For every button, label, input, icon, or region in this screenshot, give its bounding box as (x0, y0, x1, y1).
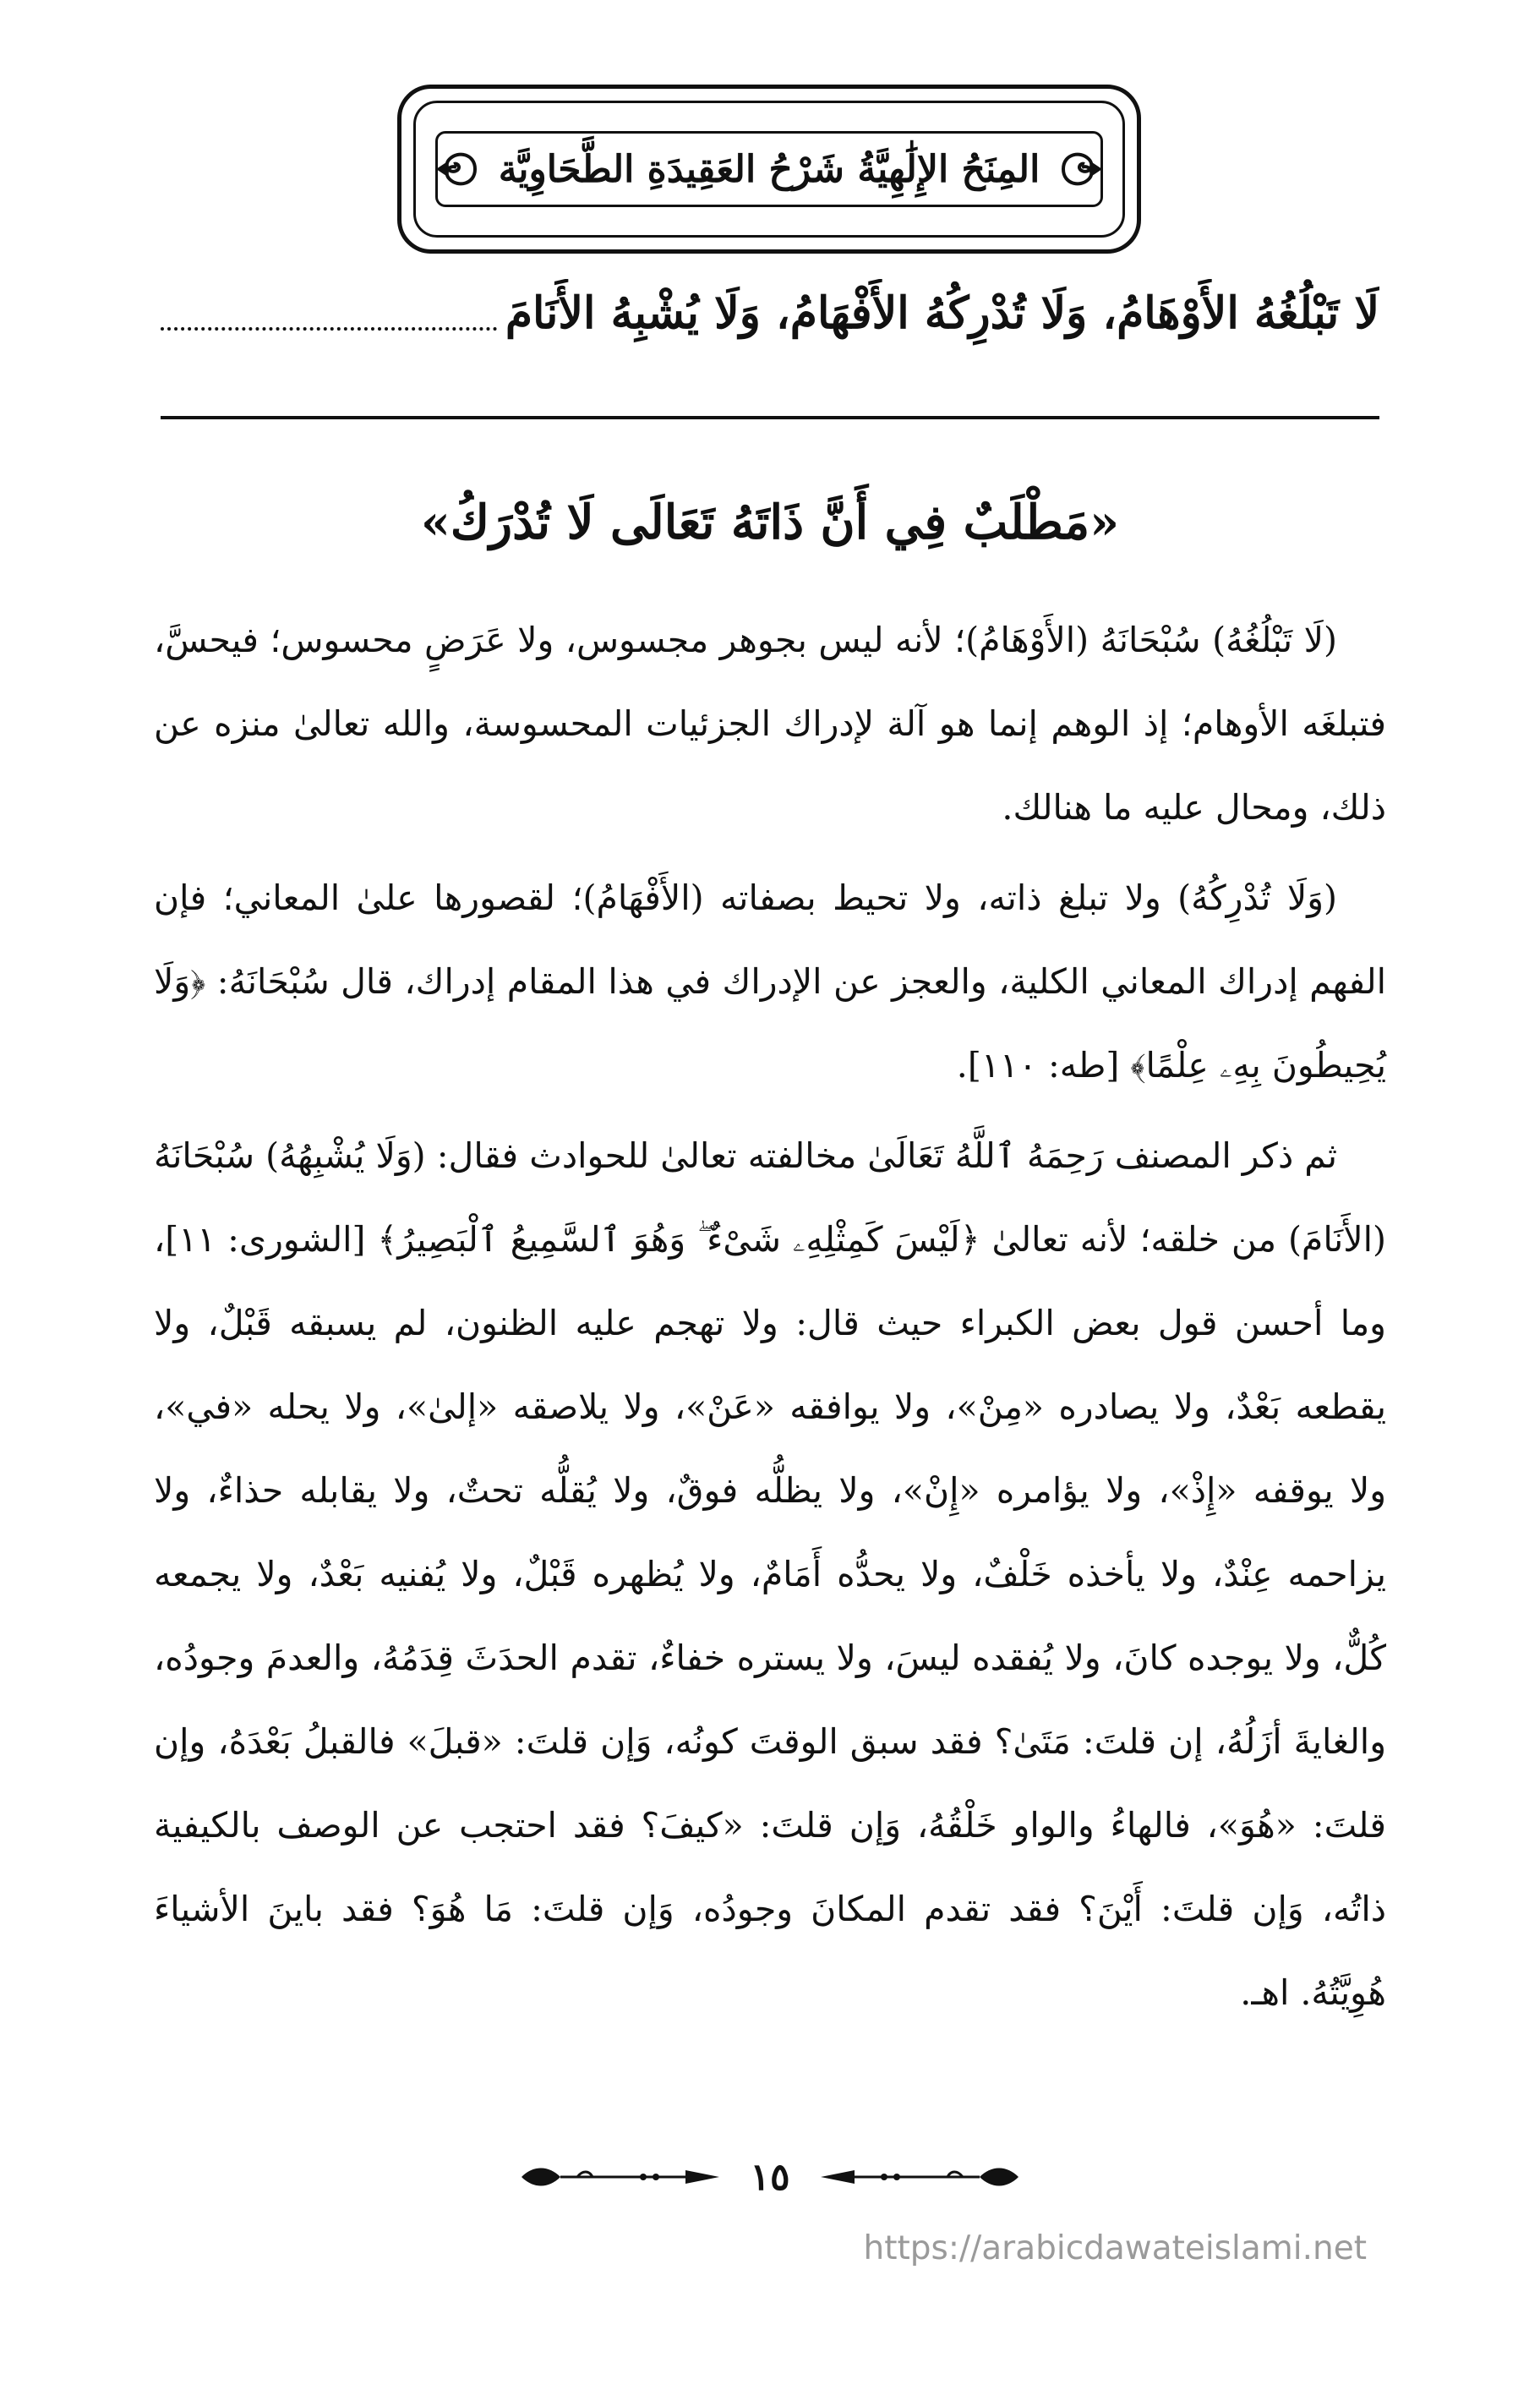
left-ornament-icon (433, 144, 483, 194)
paragraph: (وَلَا تُدْرِكُهُ) ولا تبلغ ذاته، ولا تحيط بصفاته (الأَفْهَامُ)؛ لقصورها علىٰ المعاني؛ فإن الفهم إدراك المعاني الكلية، والعجز عن الإدراك في هذا المقام إدراك، قال سُبْحَانَهُ: ﴿وَلَا يُحِيطُونَ بِهِۦ عِلْمًا﴾ [طه: ١١٠]. (154, 878, 1386, 1086)
left-footer-ornament-icon (516, 2160, 728, 2194)
matn-text: لَا تَبْلُغُهُ الأَوْهَامُ، وَلَا تُدْرِكُهُ الأَفْهَامُ، وَلَا يُشْبِهُ الأَنَامَ (505, 287, 1379, 339)
page-footer (0, 2152, 1540, 2202)
paragraph: (لَا تَبْلُغُهُ) سُبْحَانَهُ (الأَوْهَامُ)؛ لأنه ليس بجوهر مجسوس، ولا عَرَضٍ محسوس؛ فيحسَّ، فتبلغَه الأوهام؛ إذ الوهم إنما هو آلة لإدراك الجزئيات المحسوسة، والله تعالىٰ منزه عن ذلك، ومحال عليه ما هنالك. (154, 620, 1386, 828)
source-watermark: https://arabicdawateislami.net (863, 2229, 1367, 2267)
horizontal-divider (161, 416, 1379, 419)
title-box (435, 131, 1103, 207)
book-title-frame (397, 85, 1141, 254)
page-number: ١٥ (750, 2155, 790, 2199)
commentary-body (154, 599, 1386, 2043)
matn-line (161, 279, 1379, 347)
right-footer-ornament-icon (812, 2160, 1024, 2194)
dotted-leader (161, 295, 497, 331)
paragraph: ثم ذكر المصنف رَحِمَهُ ٱللَّهُ تَعَالَىٰ مخالفته تعالىٰ للحوادث فقال: (وَلَا يُشْبِهُهُ) سُبْحَانَهُ (الأَنَامَ) من خلقه؛ لأنه تعالىٰ ﴿لَيْسَ كَمِثْلِهِۦ شَىْءٌ ۖ وَهُوَ ٱلسَّمِيعُ ٱلْبَصِيرُ﴾ [الشورى: ١١]، وما أحسن قول بعض الكبراء حيث قال: ولا تهجم عليه الظنون، لم يسبقه قَبْلٌ، ولا يقطعه بَعْدٌ، ولا يصادره «مِنْ»، ولا يوافقه «عَنْ»، ولا يلاصقه «إلىٰ»، ولا يحله «في»، ولا يوقفه «إِذْ»، ولا يؤامره «إِنْ»، ولا يظلُّه فوقٌ، ولا يُقلُّه تحتٌ، ولا يقابله حذاءٌ، ولا يزاحمه عِنْدٌ، ولا يأخذه خَلْفٌ، ولا يحدُّه أَمَامٌ، ولا يُظهره قَبْلٌ، ولا يُفنيه بَعْدٌ، ولا يجمعه كُلٌّ، ولا يوجده كانَ، ولا يُفقده ليسَ، ولا يستره خفاءٌ، تقدم الحدَثَ قِدَمُهُ، والعدمَ وجودُه، والغايةَ أزَلُهُ، إن قلتَ: مَتَىٰ؟ فقد سبق الوقتَ كونُه، وَإن قلتَ: «قبلَ» فالقبلُ بَعْدَهُ، وإن قلتَ: «هُوَ»، فالهاءُ والواو خَلْقُهُ، وَإن قلتَ: «كيفَ؟ فقد احتجب عن الوصف بالكيفية ذاتُه، وَإن قلتَ: أَيْنَ؟ فقد تقدم المكانَ وجودُه، وَإن قلتَ: مَا هُوَ؟ فقد باينَ الأشياءَ هُوِيَّتُهُ. اهـ. (154, 1135, 1386, 2013)
book-title: المِنَحُ الإِلَٰهِيَّةُ شَرْحُ العَقِيدَةِ الطَّحَاوِيَّة (498, 147, 1040, 191)
section-heading: «مَطْلَبٌ فِي أَنَّ ذَاتَهُ تَعَالَى لَا تُدْرَكُ» (420, 495, 1120, 550)
right-ornament-icon (1055, 144, 1106, 194)
